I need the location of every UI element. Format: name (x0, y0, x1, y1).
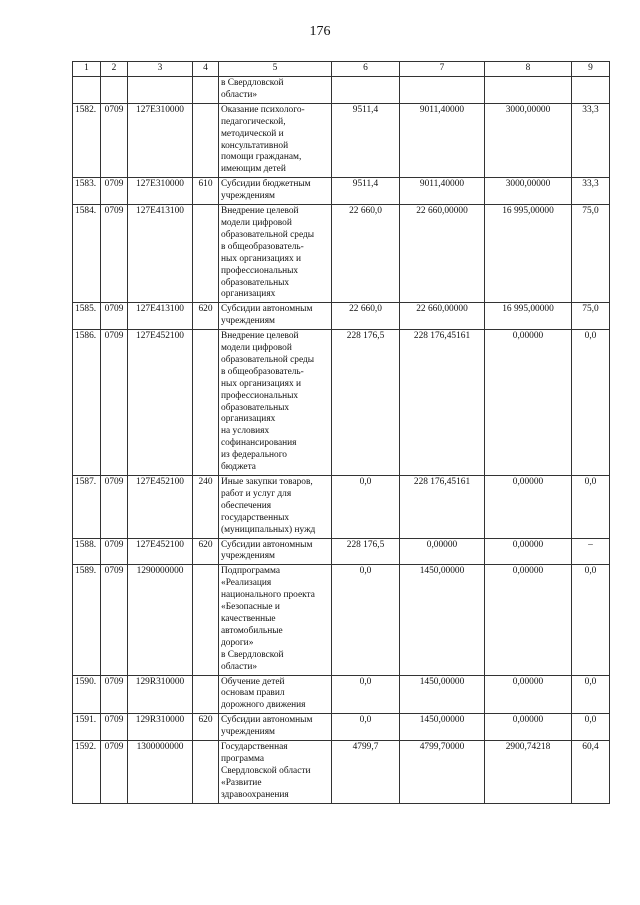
value-col6-cell: 9511,4 (332, 103, 400, 177)
value-col7-cell: 228 176,45161 (400, 476, 485, 539)
description-line: образовательных (221, 402, 290, 413)
section-code-cell: 0709 (101, 538, 128, 565)
target-article-cell: 129R310000 (128, 675, 193, 714)
description-line: учреждениям (221, 191, 275, 202)
description-line: дорожного движения (221, 700, 306, 711)
section-code-cell: 0709 (101, 476, 128, 539)
value-col9-cell: 33,3 (572, 103, 610, 177)
value-col7-cell: 228 176,45161 (400, 330, 485, 476)
target-article-cell: 127Е452100 (128, 476, 193, 539)
description-line: Субсидии автономным (221, 304, 313, 315)
description-line: бюджета (221, 462, 256, 473)
description-line: образовательной среды (221, 354, 315, 365)
table-row (73, 77, 610, 104)
description-line: методической и (221, 128, 284, 139)
row-number-cell: 1586. (73, 330, 101, 476)
description-line: ных организациях и (221, 378, 302, 389)
expense-type-cell (193, 205, 219, 303)
value-col6-cell: 4799,7 (332, 741, 400, 804)
section-code-cell: 0709 (101, 714, 128, 741)
expense-type-cell (193, 103, 219, 177)
expense-type-cell: 610 (193, 178, 219, 205)
description-line: модели цифровой (221, 217, 292, 228)
description-line: (муниципальных) нужд (221, 524, 316, 535)
table-row (73, 741, 610, 804)
value-col9-cell: 0,0 (572, 714, 610, 741)
value-col6-cell: 9511,4 (332, 178, 400, 205)
section-code-cell: 0709 (101, 741, 128, 804)
section-code-cell: 0709 (101, 675, 128, 714)
value-col7-cell: 4799,70000 (400, 741, 485, 804)
table-row (73, 476, 610, 539)
column-header: 9 (572, 62, 610, 77)
description-cell (219, 77, 332, 104)
row-number-cell: 1592. (73, 741, 101, 804)
description-cell (219, 178, 332, 205)
table-row (73, 565, 610, 675)
description-line: Внедрение целевой (221, 206, 299, 217)
value-col8-cell: 2900,74218 (485, 741, 572, 804)
value-col6-cell: 0,0 (332, 476, 400, 539)
section-code-cell: 0709 (101, 565, 128, 675)
description-line: Субсидии автономным (221, 539, 313, 550)
description-line: Субсидии автономным (221, 715, 313, 726)
description-line: учреждениям (221, 727, 275, 738)
description-line: организациях (221, 414, 276, 425)
description-line: профессиональных (221, 390, 299, 401)
value-col6-cell: 228 176,5 (332, 330, 400, 476)
value-col9-cell: 60,4 (572, 741, 610, 804)
value-col9-cell: 0,0 (572, 330, 610, 476)
description-line: Подпрограмма (221, 566, 281, 577)
target-article-cell: 127Е413100 (128, 303, 193, 330)
column-header: 4 (193, 62, 219, 77)
table-row (73, 205, 610, 303)
row-number-cell: 1589. (73, 565, 101, 675)
description-cell (219, 675, 332, 714)
expense-type-cell (193, 741, 219, 804)
description-line: «Безопасные и (221, 602, 280, 613)
value-col7-cell: 1450,00000 (400, 675, 485, 714)
section-code-cell: 0709 (101, 205, 128, 303)
row-number-cell: 1585. (73, 303, 101, 330)
table-row (73, 178, 610, 205)
section-code-cell: 0709 (101, 330, 128, 476)
value-col9-cell (572, 77, 610, 104)
value-col8-cell: 0,00000 (485, 476, 572, 539)
value-col6-cell: 228 176,5 (332, 538, 400, 565)
value-col8-cell: 3000,00000 (485, 178, 572, 205)
value-col7-cell: 9011,40000 (400, 103, 485, 177)
section-code-cell: 0709 (101, 103, 128, 177)
value-col6-cell: 0,0 (332, 675, 400, 714)
row-number-cell: 1587. (73, 476, 101, 539)
value-col8-cell: 0,00000 (485, 714, 572, 741)
description-cell (219, 714, 332, 741)
description-line: софинансирования (221, 438, 297, 449)
description-line: педагогической, (221, 116, 286, 127)
description-line: дороги» (221, 637, 254, 648)
description-line: в Свердловской (221, 78, 284, 88)
row-number-cell: 1590. (73, 675, 101, 714)
value-col7-cell: 0,00000 (400, 538, 485, 565)
description-line: в Свердловской (221, 649, 284, 660)
value-col7-cell: 1450,00000 (400, 565, 485, 675)
table-row (73, 303, 610, 330)
value-col9-cell: 0,0 (572, 565, 610, 675)
column-header: 1 (73, 62, 101, 77)
value-col6-cell: 22 660,0 (332, 205, 400, 303)
expense-type-cell (193, 77, 219, 104)
target-article-cell: 127Е310000 (128, 103, 193, 177)
target-article-cell: 1300000000 (128, 741, 193, 804)
column-header: 6 (332, 62, 400, 77)
description-line: Оказание психолого- (221, 104, 305, 115)
value-col8-cell: 0,00000 (485, 538, 572, 565)
target-article-cell: 127Е413100 (128, 205, 193, 303)
description-line: в общеобразователь- (221, 366, 304, 377)
row-number-cell: 1588. (73, 538, 101, 565)
target-article-cell: 127Е452100 (128, 538, 193, 565)
row-number-cell: 1582. (73, 103, 101, 177)
value-col9-cell: 75,0 (572, 303, 610, 330)
target-article-cell (128, 77, 193, 104)
value-col8-cell: 0,00000 (485, 330, 572, 476)
description-line: «Развитие (221, 777, 262, 788)
section-code-cell: 0709 (101, 178, 128, 205)
target-article-cell: 127Е310000 (128, 178, 193, 205)
target-article-cell: 127Е452100 (128, 330, 193, 476)
description-line: Субсидии бюджетным (221, 179, 311, 190)
description-line: Внедрение целевой (221, 331, 299, 342)
value-col9-cell: 0,0 (572, 476, 610, 539)
value-col8-cell: 0,00000 (485, 565, 572, 675)
value-col9-cell: 0,0 (572, 675, 610, 714)
value-col9-cell: – (572, 538, 610, 565)
value-col7-cell: 22 660,00000 (400, 205, 485, 303)
description-line: консультативной (221, 140, 289, 151)
description-line: ных организациях и (221, 253, 302, 264)
description-line: государственных (221, 512, 290, 523)
description-line: модели цифровой (221, 343, 292, 354)
budget-table (72, 61, 610, 804)
description-line: образовательных (221, 277, 290, 288)
description-cell (219, 330, 332, 476)
description-line: «Реализация (221, 578, 272, 589)
description-line: образовательной среды (221, 229, 315, 240)
expense-type-cell: 240 (193, 476, 219, 539)
description-line: национального проекта (221, 590, 315, 601)
expense-type-cell: 620 (193, 303, 219, 330)
value-col7-cell: 22 660,00000 (400, 303, 485, 330)
table-body (73, 77, 610, 804)
value-col6-cell: 0,0 (332, 714, 400, 741)
value-col6-cell: 0,0 (332, 565, 400, 675)
description-line: области» (221, 89, 258, 100)
row-number-cell: 1591. (73, 714, 101, 741)
value-col6-cell (332, 77, 400, 104)
value-col7-cell (400, 77, 485, 104)
description-line: помощи гражданам, (221, 152, 302, 163)
expense-type-cell (193, 330, 219, 476)
column-header: 8 (485, 62, 572, 77)
description-line: имеющим детей (221, 164, 286, 175)
description-cell (219, 103, 332, 177)
description-line: организациях (221, 289, 276, 300)
description-line: программа (221, 753, 265, 764)
description-cell (219, 565, 332, 675)
value-col7-cell: 1450,00000 (400, 714, 485, 741)
value-col8-cell: 16 995,00000 (485, 303, 572, 330)
table-header-row (73, 62, 610, 77)
description-cell (219, 538, 332, 565)
value-col8-cell: 16 995,00000 (485, 205, 572, 303)
target-article-cell: 129R310000 (128, 714, 193, 741)
description-line: из федерального (221, 450, 287, 461)
description-line: обеспечения (221, 500, 272, 511)
column-header: 3 (128, 62, 193, 77)
expense-type-cell (193, 565, 219, 675)
description-line: работ и услуг для (221, 488, 292, 499)
table-row (73, 103, 610, 177)
description-line: здравоохранения (221, 789, 289, 800)
description-line: в общеобразователь- (221, 241, 304, 252)
page-number: 176 (309, 24, 331, 39)
description-line: учреждениям (221, 316, 275, 327)
table-row (73, 714, 610, 741)
expense-type-cell: 620 (193, 714, 219, 741)
table-row (73, 675, 610, 714)
section-code-cell (101, 77, 128, 104)
row-number-cell: 1584. (73, 205, 101, 303)
description-line: Государственная (221, 742, 288, 753)
value-col7-cell: 9011,40000 (400, 178, 485, 205)
description-line: Иные закупки товаров, (221, 477, 313, 487)
description-line: области» (221, 661, 258, 672)
description-line: Свердловской области (221, 765, 311, 776)
description-cell (219, 303, 332, 330)
value-col8-cell (485, 77, 572, 104)
value-col8-cell: 0,00000 (485, 675, 572, 714)
description-line: профессиональных (221, 265, 299, 276)
row-number-cell (73, 77, 101, 104)
description-line: основам правил (221, 688, 285, 699)
value-col9-cell: 33,3 (572, 178, 610, 205)
description-cell (219, 476, 332, 539)
value-col8-cell: 3000,00000 (485, 103, 572, 177)
target-article-cell: 1290000000 (128, 565, 193, 675)
section-code-cell: 0709 (101, 303, 128, 330)
value-col9-cell: 75,0 (572, 205, 610, 303)
column-header: 7 (400, 62, 485, 77)
expense-type-cell (193, 675, 219, 714)
column-header: 2 (101, 62, 128, 77)
table-row (73, 538, 610, 565)
expense-type-cell: 620 (193, 538, 219, 565)
description-cell (219, 741, 332, 804)
description-line: учреждениям (221, 551, 275, 562)
description-line: автомобильные (221, 625, 283, 636)
row-number-cell: 1583. (73, 178, 101, 205)
description-cell (219, 205, 332, 303)
description-line: на условиях (221, 426, 270, 437)
description-line: Обучение детей (221, 676, 285, 687)
description-line: качественные (221, 613, 276, 624)
table-row (73, 330, 610, 476)
value-col6-cell: 22 660,0 (332, 303, 400, 330)
column-header: 5 (219, 62, 332, 77)
